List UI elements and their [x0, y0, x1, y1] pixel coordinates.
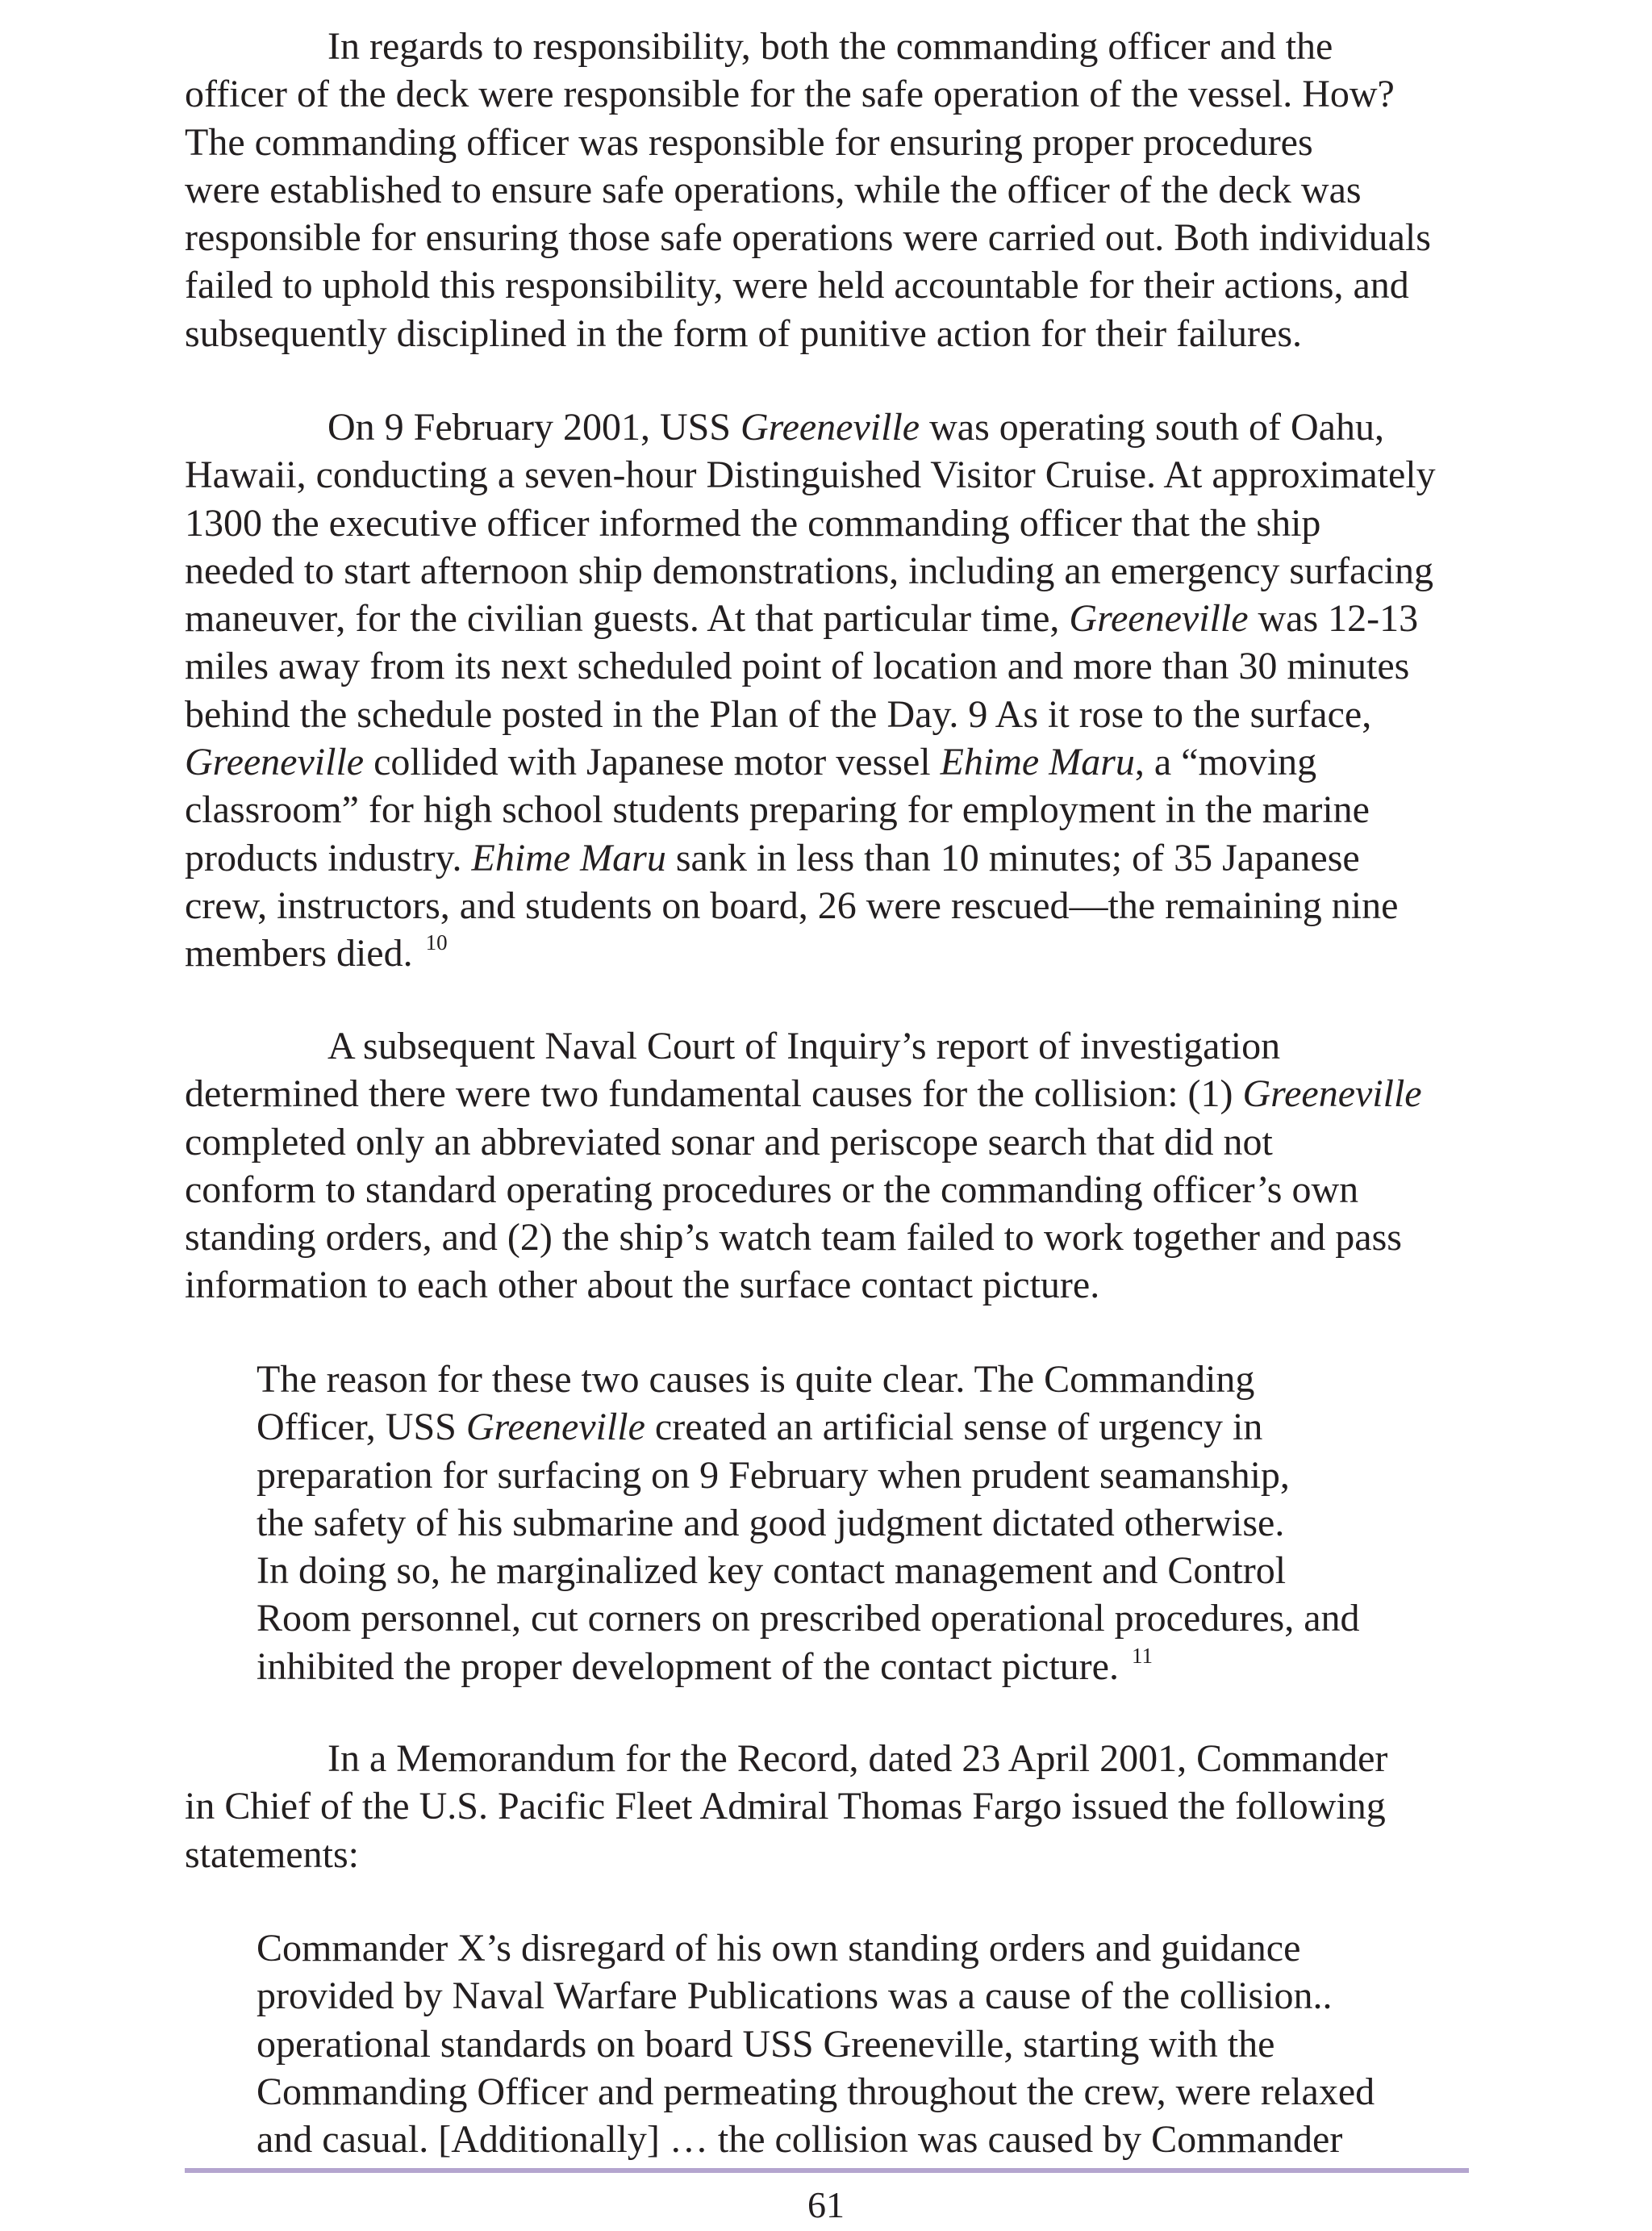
- text-line: completed only an abbreviated sonar and periscope search that did not: [185, 1120, 1273, 1164]
- text-line: [185, 1070, 1483, 1118]
- text-line: needed to start afternoon ship demonstrations, including an emergency surfacing: [185, 549, 1433, 592]
- text-line: In regards to responsibility, both the commanding officer and the: [327, 25, 1333, 68]
- text-line: miles away from its next scheduled point of location and more than 30 minutes: [185, 645, 1410, 688]
- paragraph-memorandum: [185, 1735, 1483, 1878]
- text-line: In a Memorandum for the Record, dated 23 April 2001, Commander: [327, 1737, 1388, 1780]
- text-line: Room personnel, cut corners on prescribed operational procedures, and: [257, 1597, 1360, 1640]
- text-line: [257, 1403, 1466, 1451]
- text-run: products industry.: [185, 836, 472, 879]
- text-run: members died.: [185, 932, 423, 976]
- text-run: Officer, USS: [257, 1406, 466, 1449]
- text-line: [185, 403, 1483, 451]
- text-line: behind the schedule posted in the Plan of the Day. 9 As it rose to the surface,: [185, 692, 1372, 736]
- text-line: in Chief of the U.S. Pacific Fleet Admiral Thomas Fargo issued the following: [185, 1785, 1386, 1828]
- text-line: preparation for surfacing on 9 February when prudent seamanship,: [257, 1453, 1290, 1497]
- text-line: The reason for these two causes is quite clear. The Commanding: [257, 1358, 1255, 1401]
- text-line: 1300 the executive officer informed the commanding officer that the ship: [185, 501, 1321, 545]
- text-line: Commander X’s disregard of his own standing orders and guidance: [257, 1927, 1301, 1970]
- page-number: 61: [807, 2184, 845, 2225]
- text-run: , a “moving: [1134, 741, 1317, 784]
- text-line: officer of the deck were responsible for the safe operation of the vessel. How?: [185, 73, 1395, 116]
- ship-name: Greeneville: [465, 1406, 645, 1449]
- text-line: Hawaii, conducting a seven-hour Distinguished Visitor Cruise. At approximately: [185, 453, 1436, 497]
- ship-name: Greeneville: [1242, 1072, 1422, 1116]
- ship-name: Ehime Maru: [940, 741, 1135, 784]
- text-run: was 12-13: [1248, 597, 1419, 641]
- text-line: [185, 834, 1483, 882]
- text-line: and casual. [Additionally] … the collision was caused by Commander: [257, 2118, 1343, 2162]
- block-quote-causes: [257, 1356, 1466, 1696]
- text-line: standing orders, and (2) the ship’s watch team failed to work together and pass: [185, 1216, 1402, 1260]
- text-line: provided by Naval Warfare Publications was a cause of the collision..: [257, 1974, 1333, 2018]
- ship-name: Greeneville: [1069, 597, 1249, 641]
- text-run: sank in less than 10 minutes; of 35 Japanese: [665, 836, 1360, 879]
- text-line: responsible for ensuring those safe operations were carried out. Both individuals: [185, 216, 1431, 260]
- text-line: [185, 595, 1483, 642]
- text-run: inhibited the proper development of the contact picture.: [257, 1644, 1128, 1688]
- text-line: were established to ensure safe operations, while the officer of the deck was: [185, 168, 1362, 211]
- footnote-ref: 11: [1131, 1643, 1153, 1668]
- text-run: determined there were two fundamental causes for the collision: (1): [185, 1072, 1243, 1116]
- text-line: In doing so, he marginalized key contact management and Control: [257, 1549, 1287, 1593]
- text-line: A subsequent Naval Court of Inquiry’s report of investigation: [327, 1025, 1281, 1067]
- paragraph-court-of-inquiry: [185, 1022, 1483, 1310]
- text-line: The commanding officer was responsible for ensuring proper procedures: [185, 120, 1313, 164]
- text-line: [185, 738, 1483, 786]
- text-run: was operating south of Oahu,: [920, 406, 1384, 449]
- text-line: the safety of his submarine and good judgment dictated otherwise.: [257, 1501, 1285, 1544]
- text-line: failed to uphold this responsibility, were held accountable for their actions, and: [185, 264, 1409, 307]
- ship-name: Ehime Maru: [471, 836, 666, 879]
- text-line: subsequently disciplined in the form of punitive action for their failures.: [185, 311, 1302, 355]
- text-line: information to each other about the surface contact picture.: [185, 1264, 1100, 1307]
- text-run: maneuver, for the civilian guests. At that particular time,: [185, 597, 1070, 641]
- text-line: conform to standard operating procedures or the commanding officer’s own: [185, 1168, 1359, 1211]
- paragraph-greeneville-collision: [185, 403, 1483, 984]
- text-line: statements:: [185, 1832, 359, 1876]
- text-line: [257, 1643, 1466, 1696]
- text-line: [185, 930, 1483, 983]
- footer-divider: [185, 2168, 1469, 2173]
- text-run: collided with Japanese motor vessel: [364, 741, 941, 784]
- footnote-ref: 10: [425, 930, 448, 955]
- block-quote-fargo-statements: [257, 1924, 1466, 2163]
- text-run: On 9 February 2001, USS: [327, 406, 740, 449]
- text-line: Commanding Officer and permeating throughout the crew, were relaxed: [257, 2070, 1375, 2113]
- text-line: crew, instructors, and students on board, 26 were rescued—the remaining nine: [185, 884, 1399, 927]
- ship-name: Greeneville: [185, 741, 365, 784]
- text-line: classroom” for high school students preparing for employment in the marine: [185, 788, 1370, 832]
- paragraph-responsibility: [185, 23, 1483, 357]
- ship-name: Greeneville: [740, 406, 920, 449]
- text-line: operational standards on board USS Greeneville, starting with the: [257, 2022, 1275, 2066]
- text-run: created an artificial sense of urgency in: [645, 1406, 1263, 1449]
